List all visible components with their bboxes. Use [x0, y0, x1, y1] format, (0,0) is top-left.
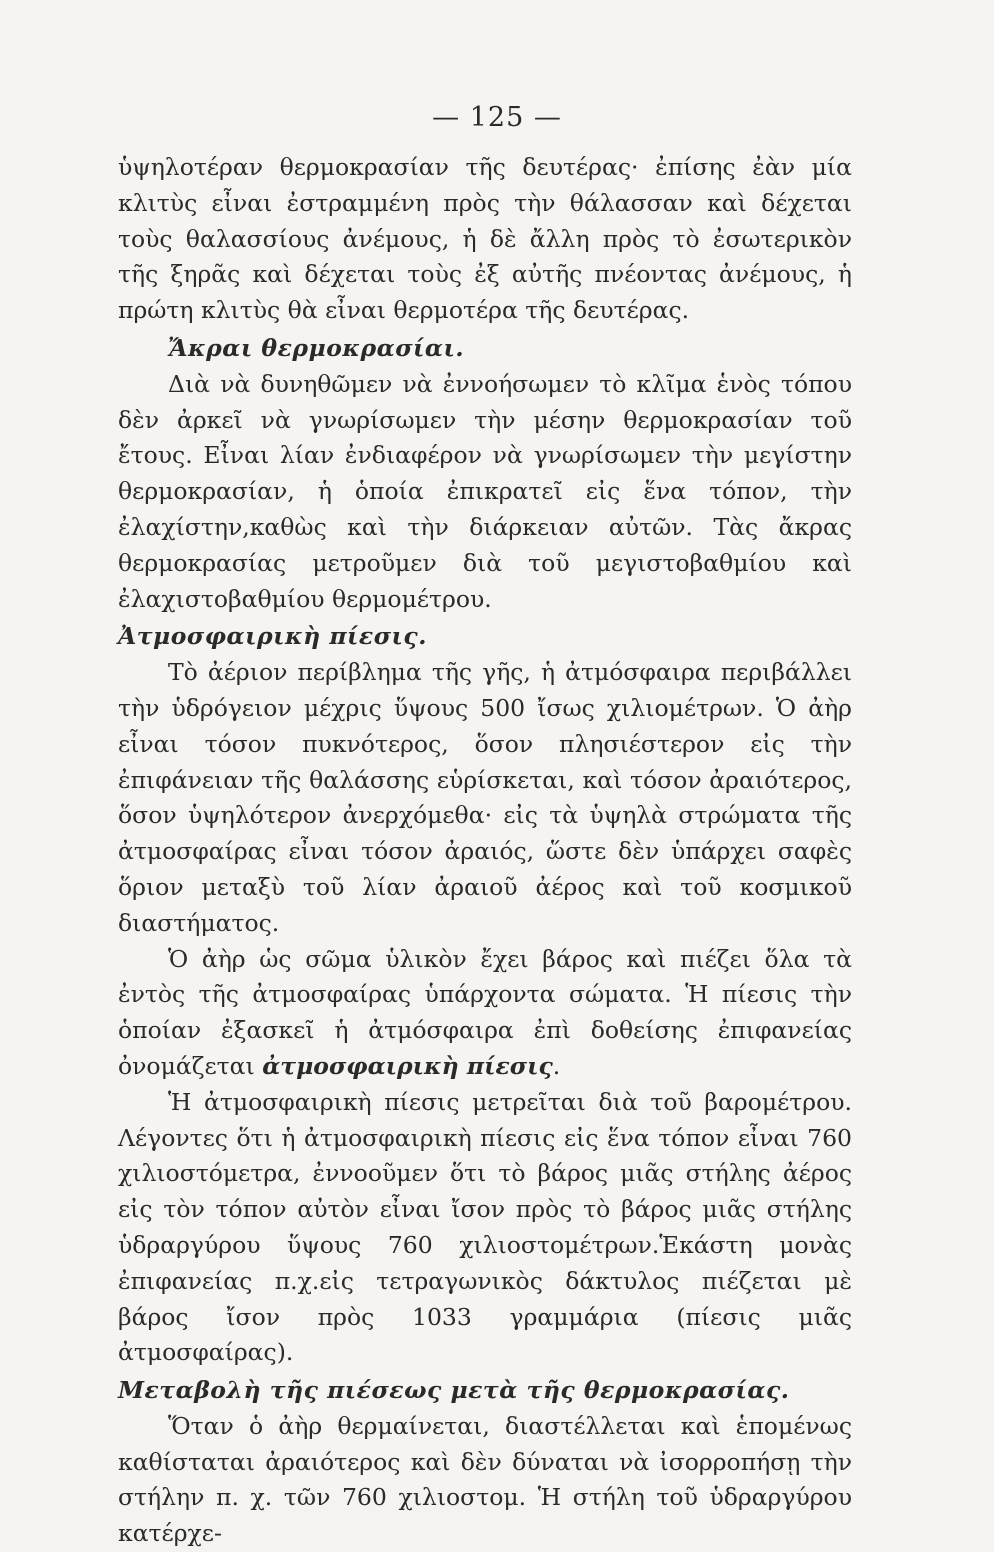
page-text: [118, 150, 852, 1552]
paragraph-air-weight: [118, 942, 852, 1085]
paragraph-barometer: Ἡ ἀτμοσφαιρικὴ πίεσις μετρεῖται διὰ τοῦ βαρομέτρου. Λέγοντες ὅτι ἡ ἀτμοσφαιρικὴ πίεσις εἰς ἕνα τόπον εἶναι 760 χιλιοστόμετρα, ἐννοοῦμεν ὅτι τὸ βάρος μιᾶς στήλης ἀέρος εἰς τὸν τόπον αὐτὸν εἶναι ἴσον πρὸς τὸ βάρος μιᾶς στήλης ὑδραργύρου ὕψους 760 χιλιοστομέτρων.Ἑκάστη μονὰς ἐπιφανείας π.χ.εἰς τετραγωνικὸς δάκτυλος πιέζεται μὲ βάρος ἴσον πρὸς 1033 γραμμάρια (πίεσις μιᾶς ἀτμοσφαίρας).: [118, 1087, 852, 1367]
term-atmospheric-pressure: ἀτμοσφαιρικὴ πίεσις: [262, 1051, 553, 1080]
section-heading-pressure-temperature: Μεταβολὴ τῆς πιέσεως μετὰ τῆς θερμοκρασίας.: [118, 1376, 790, 1405]
paragraph-extreme-temperatures: Διὰ νὰ δυνηθῶμεν νὰ ἐννοήσωμεν τὸ κλῖμα ἑνὸς τόπου δὲν ἀρκεῖ νὰ γνωρίσωμεν τὴν μέσην θερμοκρασίαν τοῦ ἔτους. Εἶναι λίαν ἐνδιαφέρον νὰ γνωρίσωμεν τὴν μεγίστην θερμοκρασίαν, ἡ ὁποία ἐπικρατεῖ εἰς ἕνα τόπον, τὴν ἐλαχίστην,καθὼς καὶ τὴν διάρκειαν αὐτῶν. Τὰς ἄκρας θερμοκρασίας μετροῦμεν διὰ τοῦ μεγιστοβαθμίου καὶ ἐλαχιστοβαθμίου θερμομέτρου.: [118, 369, 852, 613]
paragraph-atmosphere: Τὸ ἀέριον περίβλημα τῆς γῆς, ἡ ἀτμόσφαιρα περιβάλλει τὴν ὑδρόγειον μέχρις ὕψους 500 ἴσως χιλιομέτρων. Ὁ ἀὴρ εἶναι τόσον πυκνότερος, ὅσον πλησιέστερον εἰς τὴν ἐπιφάνειαν τῆς θαλάσσης εὑρίσκεται, καὶ τόσον ἀραιότερος, ὅσον ὑψηλότερον ἀνερχόμεθα· εἰς τὰ ὑψηλὰ στρώματα τῆς ἀτμοσφαίρας εἶναι τόσον ἀραιός, ὥστε δὲν ὑπάρχει σαφὲς ὅριον μεταξὺ τοῦ λίαν ἀραιοῦ ἀέρος καὶ τοῦ κοσμικοῦ διαστήματος.: [118, 658, 852, 937]
paragraph-air-weight-text: Ὁ ἀὴρ ὡς σῶμα ὑλικὸν ἔχει βάρος καὶ πιέζει ὅλα τὰ ἐντὸς τῆς ἀτμοσφαίρας ὑπάρχοντα σώματα. Ἡ πίεσις τὴν ὁποίαν ἐξασκεῖ ἡ ἀτμόσφαιρα ἐπὶ δοθείσης ἐπιφανείας ὀνομάζεται: [118, 944, 852, 1080]
paragraph-heating-air: Ὅταν ὁ ἀὴρ θερμαίνεται, διαστέλλεται καὶ ἑπομένως καθίσταται ἀραιότερος καὶ δὲν δύναται νὰ ἰσορροπήσῃ τὴν στήλην π. χ. τῶν 760 χιλιοστομ. Ἡ στήλη τοῦ ὑδραργύρου κατέρχε-: [118, 1411, 852, 1548]
section-heading-atmospheric-pressure: Ἀτμοσφαιρικὴ πίεσις.: [118, 622, 427, 651]
paragraph-continued: ὑψηλοτέραν θερμοκρασίαν τῆς δευτέρας· ἐπίσης ἐὰν μία κλιτὺς εἶναι ἐστραμμένη πρὸς τὴν θάλασσαν καὶ δέχεται τοὺς θαλασσίους ἀνέμους, ἡ δὲ ἄλλη πρὸς τὸ ἐσωτερικὸν τῆς ξηρᾶς καὶ δέχεται τοὺς ἐξ αὐτῆς πνέοντας ἀνέμους, ἡ πρώτη κλιτὺς θὰ εἶναι θερμοτέρα τῆς δευτέρας.: [118, 153, 852, 325]
section-heading-extreme-temperatures: Ἄκραι θερμοκρασίαι.: [168, 333, 465, 362]
paragraph-air-weight-end: .: [552, 1051, 561, 1080]
page-number: — 125 —: [432, 102, 562, 133]
